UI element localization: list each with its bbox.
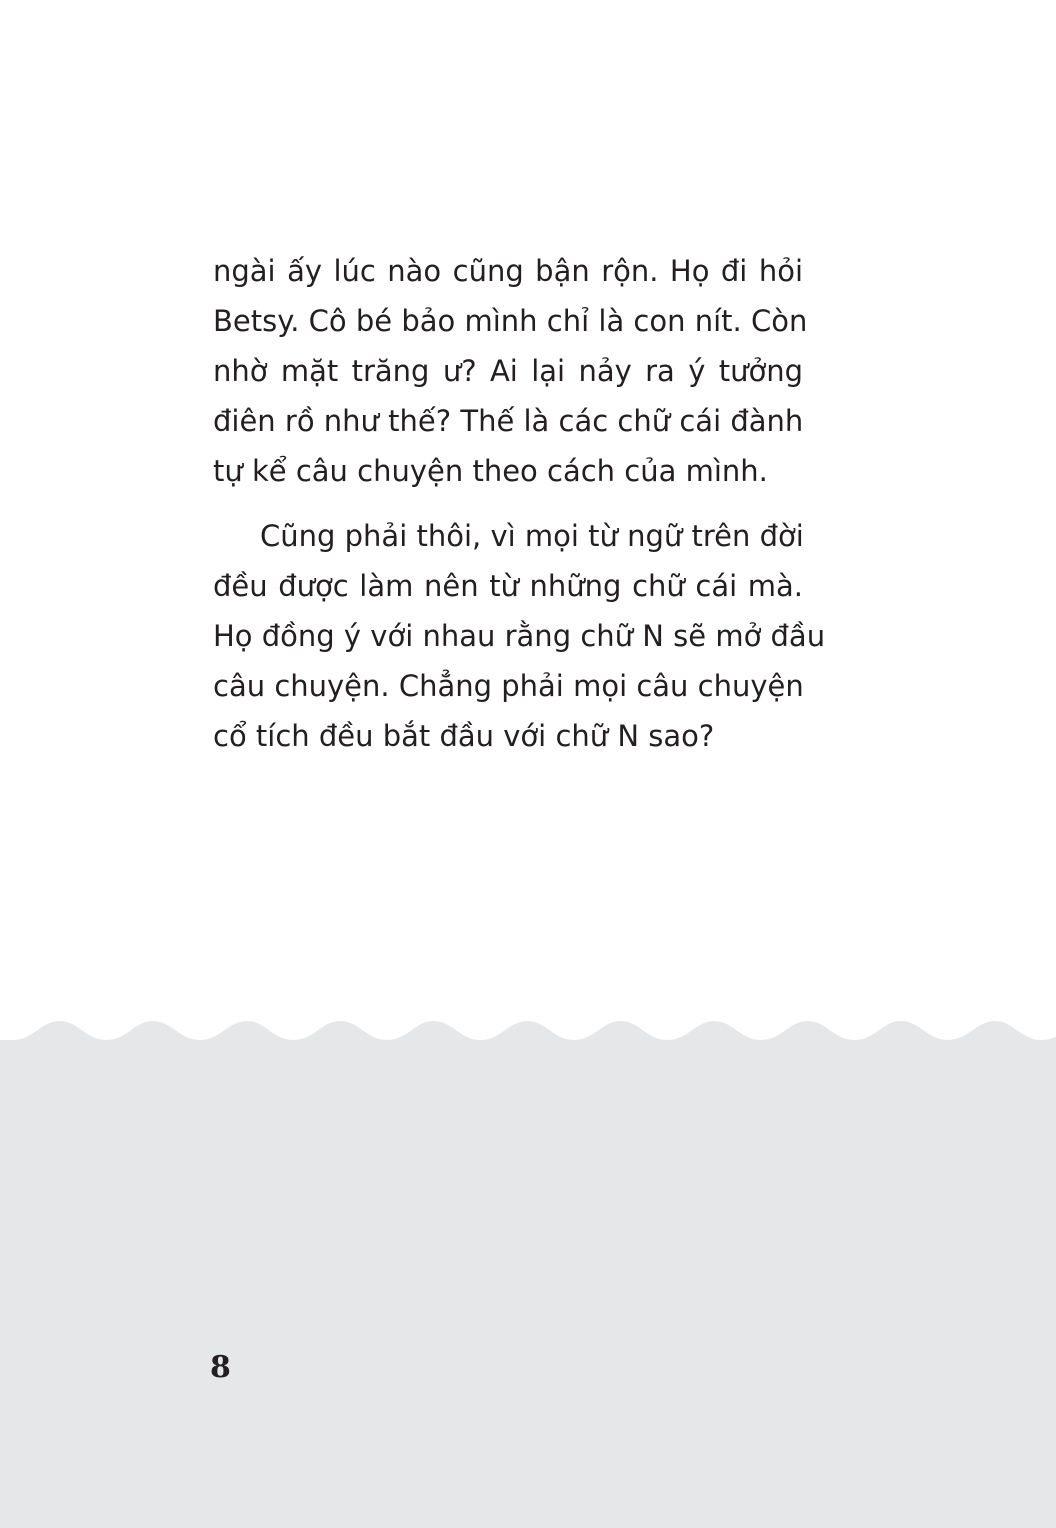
text-line: ngài ấy lúc nào cũng bận rộn. Họ đi hỏi (213, 254, 803, 288)
text-line: đều được làm nên từ những chữ cái mà. (213, 569, 803, 603)
text-line: Cũng phải thôi, vì mọi từ ngữ trên đời (260, 519, 804, 553)
text-line: cổ tích đều bắt đầu với chữ N sao? (213, 719, 715, 753)
text-line: câu chuyện. Chẳng phải mọi câu chuyện (213, 669, 804, 703)
text-line: Họ đồng ý với nhau rằng chữ N sẽ mở đầu (213, 619, 826, 653)
paragraph-2 (213, 511, 826, 761)
paragraph-1 (213, 246, 808, 496)
text-line: Betsy. Cô bé bảo mình chỉ là con nít. Còn (213, 304, 808, 338)
text-line: nhờ mặt trăng ư? Ai lại nảy ra ý tưởng (213, 354, 803, 388)
text-line: tự kể câu chuyện theo cách của mình. (213, 454, 768, 488)
wave-shape (0, 1021, 1056, 1528)
body-text (213, 246, 826, 761)
wave-band (0, 1010, 1056, 1528)
page-number: 8 (210, 1350, 231, 1385)
text-line: điên rồ như thế? Thế là các chữ cái đành (213, 404, 804, 438)
